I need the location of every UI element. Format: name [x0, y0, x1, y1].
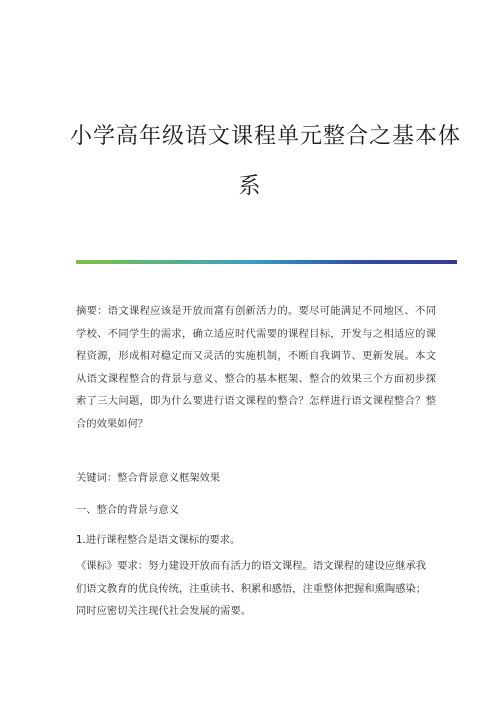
- section-heading-1: 一、整合的背景与意义: [76, 504, 179, 516]
- list-item-1: 1.进行课程整合是语文课标的要求。: [76, 534, 241, 546]
- abstract-paragraph: 摘要：语文课程应该是开放而富有创新活力的。要尽可能满足不同地区、不同学校、不同学生的需求，确立适应时代需要的课程目标，开发与之相适应的课程资源，形成相对稳定而又灵活的实施机制，不断自我调节、更新发展。本文从语文课程整合的背景与意义、整合的基本框架、整合的效果三个方面初步探索了三大问题，即为什么要进行语文课程的整合？怎样进行语文课程整合？整合的效果如何？: [76, 305, 436, 430]
- title-divider: [76, 260, 457, 264]
- document-title-line-1: 小学高年级语文课程单元整合之基本体: [70, 124, 462, 149]
- keywords-line: 关键词：整合背景意义框架效果: [76, 472, 221, 484]
- document-title-line-2: 系: [238, 174, 262, 199]
- quote-paragraph: 《课标》要求：努力建设开放而有活力的语文课程。语文课程的建设应继承我们语文教育的优良传统，注重读书、积累和感悟，注重整体把握和熏陶感染；同时应密切关注现代社会发展的需要。: [76, 560, 427, 618]
